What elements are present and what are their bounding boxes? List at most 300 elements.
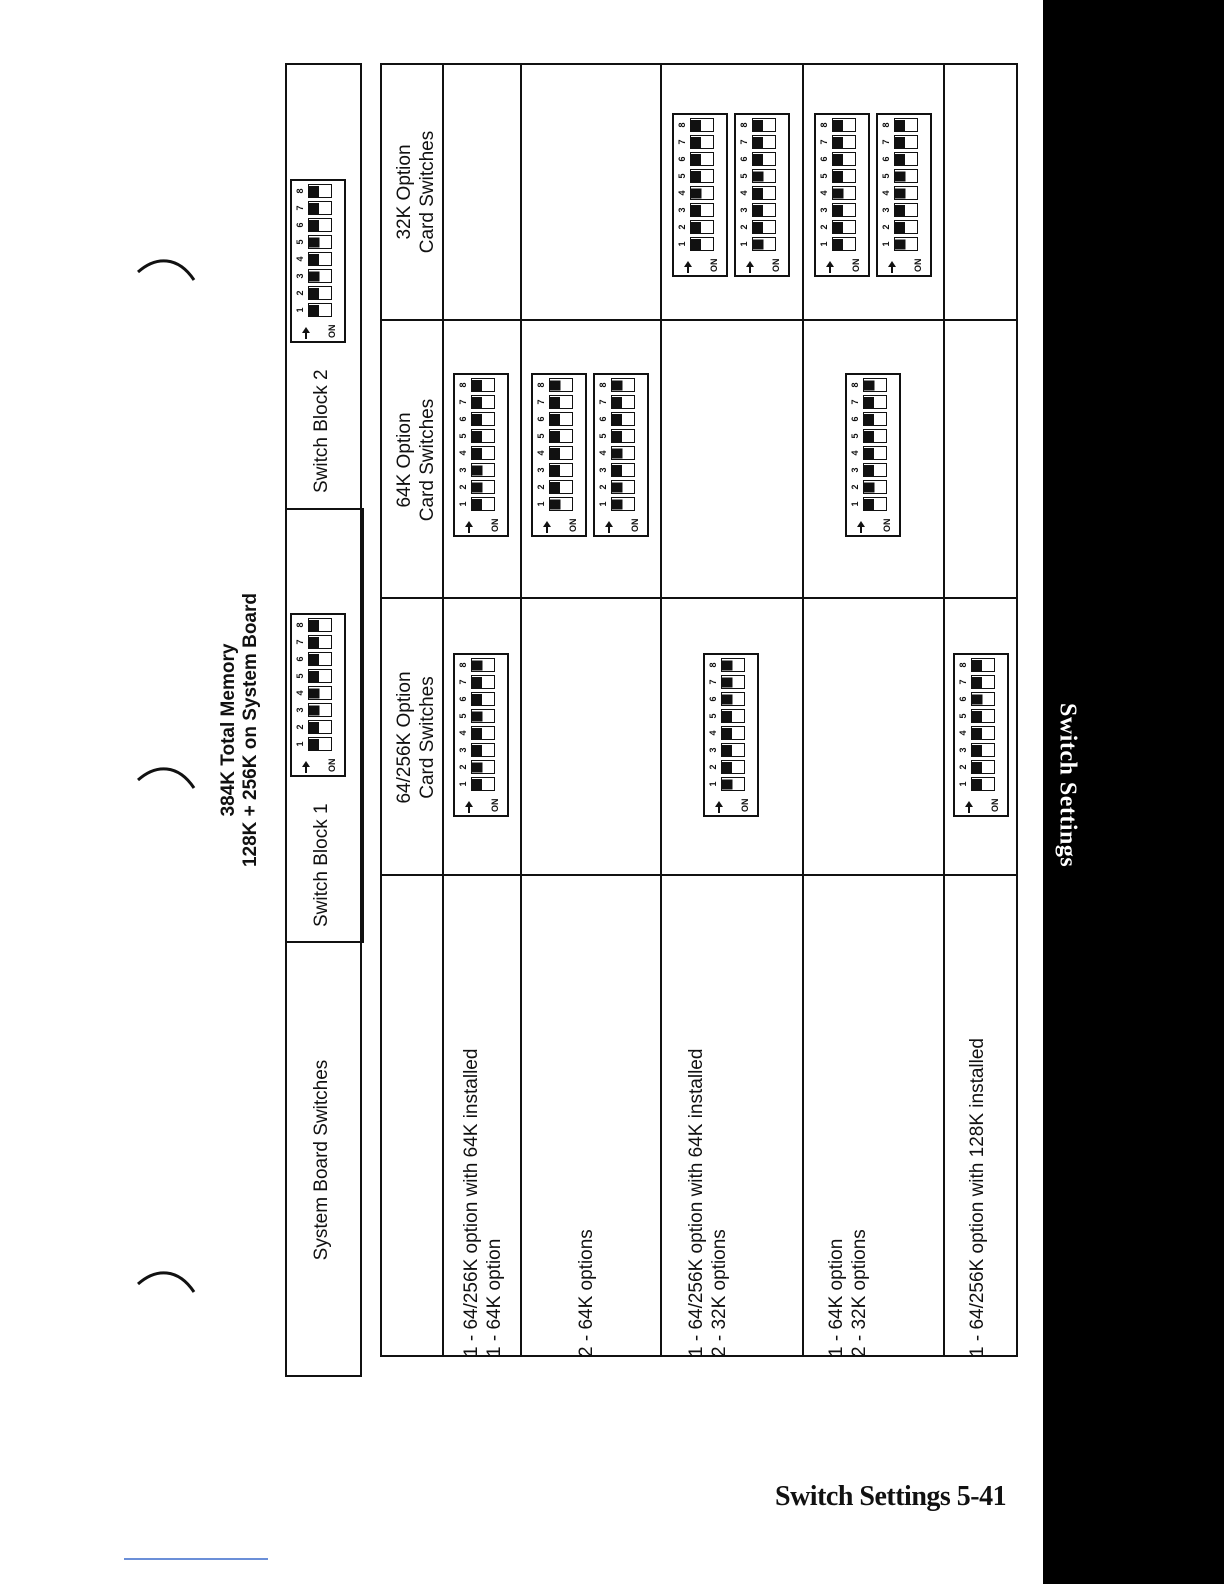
dip-switch-number: 6 bbox=[458, 696, 468, 702]
dip-switch-knob bbox=[691, 171, 701, 182]
dip-switch-4 bbox=[863, 446, 887, 460]
dip-switch-knob bbox=[309, 186, 319, 197]
dip-switch-number: 5 bbox=[295, 673, 305, 679]
dip-switch-knob bbox=[863, 483, 874, 493]
dip-switch-number: 3 bbox=[458, 467, 468, 473]
dip-arrow-icon bbox=[826, 261, 834, 273]
dip-switch-number: 1 bbox=[295, 741, 305, 747]
dip-switch-number: 6 bbox=[677, 156, 687, 162]
dip-switch-6 bbox=[690, 152, 714, 166]
dip-switch-knob bbox=[612, 465, 622, 476]
dip-switch-knob bbox=[864, 465, 874, 476]
dip-switch-number: 3 bbox=[536, 467, 546, 473]
dip-switch-knob bbox=[753, 222, 763, 233]
dip-switch-3 bbox=[832, 203, 856, 217]
dip-switch-number: 2 bbox=[536, 484, 546, 490]
dip-switch-1 bbox=[863, 497, 887, 511]
dip-switch-knob bbox=[472, 661, 483, 671]
dip-switch-number: 5 bbox=[708, 713, 718, 719]
dip-switch-knob bbox=[833, 239, 843, 250]
row-4-card-32k-dip bbox=[814, 113, 870, 277]
dip-switch-8 bbox=[894, 118, 918, 132]
dip-switch-number: 2 bbox=[458, 484, 468, 490]
dip-switch-knob bbox=[309, 238, 320, 248]
dip-switch-number: 2 bbox=[880, 224, 891, 230]
dip-switch-7 bbox=[832, 135, 856, 149]
dip-switch-knob bbox=[722, 728, 732, 739]
dip-switch-number: 7 bbox=[598, 399, 608, 405]
row-5-description: 1 - 64/256K option with 128K installed bbox=[967, 1038, 988, 1357]
dip-switch-6 bbox=[611, 412, 635, 426]
dip-switch-2 bbox=[971, 760, 995, 774]
dip-switch-number: 8 bbox=[295, 622, 305, 628]
dip-switch-7 bbox=[863, 395, 887, 409]
dip-on-label: ON bbox=[912, 258, 923, 272]
dip-switch-knob bbox=[550, 431, 560, 442]
dip-switch-number: 1 bbox=[458, 501, 468, 507]
dip-switch-knob bbox=[612, 414, 622, 425]
dip-switch-knob bbox=[833, 154, 843, 165]
dip-switch-6 bbox=[308, 652, 332, 666]
dip-switch-knob bbox=[550, 482, 560, 493]
dip-switch-number: 6 bbox=[295, 656, 305, 662]
dip-switch-knob bbox=[895, 222, 905, 233]
dip-switch-number: 2 bbox=[677, 224, 687, 230]
dip-switch-knob bbox=[691, 137, 701, 148]
dip-switch-knob bbox=[833, 137, 843, 148]
dip-switch-knob bbox=[833, 171, 843, 182]
dip-switch-knob bbox=[309, 620, 319, 631]
dip-switch-knob bbox=[691, 205, 701, 216]
dip-switch-knob bbox=[612, 431, 622, 442]
dip-switch-number: 5 bbox=[818, 173, 829, 179]
dip-switch-number: 3 bbox=[880, 207, 891, 213]
dip-switch-number: 1 bbox=[598, 501, 608, 507]
dip-switch-number: 1 bbox=[849, 501, 860, 507]
dip-switch-6 bbox=[971, 692, 995, 706]
dip-switch-number: 6 bbox=[708, 696, 718, 702]
dip-switch-knob bbox=[550, 500, 561, 510]
dip-switch-5 bbox=[549, 429, 573, 443]
row-5-card-64-256-dip bbox=[953, 653, 1009, 817]
dip-switch-knob bbox=[472, 414, 482, 425]
dip-switch-3 bbox=[471, 463, 495, 477]
dip-switch-knob bbox=[722, 678, 733, 688]
page-footer: Switch Settings 5-41 bbox=[775, 1481, 1007, 1512]
dip-switch-number: 2 bbox=[957, 764, 968, 770]
dip-switch-number: 2 bbox=[739, 224, 749, 230]
dip-switch-knob bbox=[472, 677, 482, 688]
dip-on-label: ON bbox=[327, 324, 337, 338]
dip-switch-knob bbox=[691, 222, 701, 233]
dip-switch-knob bbox=[691, 239, 701, 250]
dip-switch-2 bbox=[549, 480, 573, 494]
dip-switch-7 bbox=[308, 201, 332, 215]
dip-switch-3 bbox=[752, 203, 776, 217]
dip-switch-knob bbox=[722, 695, 733, 705]
dip-switch-3 bbox=[549, 463, 573, 477]
dip-switch-number: 1 bbox=[818, 241, 829, 247]
dip-switch-4 bbox=[971, 726, 995, 740]
dip-on-label: ON bbox=[989, 798, 1000, 812]
dip-switch-knob bbox=[472, 694, 482, 705]
dip-switch-number: 6 bbox=[818, 156, 829, 162]
dip-switch-2 bbox=[752, 220, 776, 234]
dip-switch-number: 8 bbox=[598, 382, 608, 388]
dip-switch-number: 3 bbox=[295, 707, 305, 713]
dip-arrow-icon bbox=[543, 521, 551, 533]
dip-switch-knob bbox=[753, 240, 764, 250]
dip-switch-6 bbox=[549, 412, 573, 426]
dip-switch-number: 1 bbox=[957, 781, 968, 787]
dip-switch-knob bbox=[472, 745, 482, 756]
dip-switch-knob bbox=[612, 381, 623, 391]
dip-arrow-icon bbox=[715, 801, 723, 813]
row-1-card-64-256-dip bbox=[453, 653, 509, 817]
dip-on-label: ON bbox=[490, 518, 500, 532]
dip-switch-8 bbox=[611, 378, 635, 392]
dip-switch-5 bbox=[308, 235, 332, 249]
dip-switch-number: 6 bbox=[598, 416, 608, 422]
dip-switch-number: 3 bbox=[739, 207, 749, 213]
dip-switch-2 bbox=[863, 480, 887, 494]
row-3-description: 1 - 64/256K option with 64K installed 2 - 32K options bbox=[686, 1048, 730, 1357]
dip-switch-knob bbox=[722, 745, 732, 756]
dip-switch-4 bbox=[894, 186, 918, 200]
dip-switch-number: 1 bbox=[739, 241, 749, 247]
dip-switch-knob bbox=[472, 712, 483, 722]
dip-switch-number: 8 bbox=[536, 382, 546, 388]
dip-switch-knob bbox=[864, 397, 874, 408]
dip-switch-2 bbox=[308, 720, 332, 734]
dip-switch-number: 6 bbox=[295, 222, 305, 228]
dip-switch-number: 3 bbox=[598, 467, 608, 473]
dip-switch-3 bbox=[471, 743, 495, 757]
row-1-description: 1 - 64/256K option with 64K installed 1 - 64K option bbox=[461, 1048, 505, 1357]
dip-switch-number: 2 bbox=[598, 484, 608, 490]
dip-switch-knob bbox=[550, 397, 560, 408]
dip-switch-number: 4 bbox=[957, 730, 968, 736]
dip-switch-7 bbox=[471, 675, 495, 689]
dip-switch-6 bbox=[721, 692, 745, 706]
dip-switch-number: 5 bbox=[677, 173, 687, 179]
dip-switch-7 bbox=[690, 135, 714, 149]
dip-switch-number: 3 bbox=[677, 207, 687, 213]
dip-switch-knob bbox=[895, 120, 905, 131]
dip-switch-knob bbox=[753, 137, 763, 148]
dip-switch-7 bbox=[611, 395, 635, 409]
dip-switch-2 bbox=[471, 760, 495, 774]
dip-on-label: ON bbox=[568, 518, 578, 532]
dip-switch-number: 5 bbox=[458, 433, 468, 439]
dip-switch-knob bbox=[832, 189, 843, 199]
dip-switch-knob bbox=[894, 189, 905, 199]
dip-switch-knob bbox=[833, 205, 843, 216]
dip-on-label: ON bbox=[630, 518, 640, 532]
dip-switch-knob bbox=[864, 448, 874, 459]
dip-switch-knob bbox=[550, 381, 561, 391]
dip-switch-knob bbox=[472, 431, 482, 442]
dip-switch-knob bbox=[894, 240, 905, 250]
dip-switch-8 bbox=[690, 118, 714, 132]
dip-switch-1 bbox=[752, 237, 776, 251]
dip-switch-8 bbox=[471, 658, 495, 672]
dip-switch-knob bbox=[472, 763, 483, 773]
dip-switch-knob bbox=[309, 637, 319, 648]
dip-switch-knob bbox=[863, 381, 874, 391]
dip-switch-number: 7 bbox=[295, 639, 305, 645]
dip-arrow-icon bbox=[965, 801, 973, 813]
dip-switch-6 bbox=[863, 412, 887, 426]
dip-switch-knob bbox=[309, 689, 320, 699]
dip-switch-knob bbox=[309, 220, 319, 231]
dip-switch-knob bbox=[612, 500, 623, 510]
dip-switch-knob bbox=[472, 397, 482, 408]
dip-switch-knob bbox=[894, 172, 905, 182]
dip-switch-number: 1 bbox=[880, 241, 891, 247]
dip-switch-knob bbox=[309, 254, 319, 265]
dip-switch-3 bbox=[971, 743, 995, 757]
dip-switch-6 bbox=[471, 412, 495, 426]
dip-switch-5 bbox=[721, 709, 745, 723]
dip-switch-5 bbox=[863, 429, 887, 443]
dip-arrow-icon bbox=[605, 521, 613, 533]
dip-switch-4 bbox=[611, 446, 635, 460]
dip-switch-5 bbox=[611, 429, 635, 443]
dip-switch-2 bbox=[721, 760, 745, 774]
dip-on-label: ON bbox=[740, 798, 750, 812]
dip-switch-number: 5 bbox=[957, 713, 968, 719]
dip-switch-number: 5 bbox=[458, 713, 468, 719]
dip-arrow-icon bbox=[746, 261, 754, 273]
dip-switch-knob bbox=[972, 711, 982, 722]
dip-switch-1 bbox=[832, 237, 856, 251]
dip-switch-number: 6 bbox=[849, 416, 860, 422]
dip-switch-knob bbox=[309, 272, 320, 282]
dip-switch-number: 4 bbox=[536, 450, 546, 456]
dip-switch-number: 7 bbox=[849, 399, 860, 405]
dip-switch-number: 2 bbox=[295, 290, 305, 296]
dip-switch-number: 6 bbox=[957, 696, 968, 702]
dip-switch-7 bbox=[971, 675, 995, 689]
dip-switch-4 bbox=[721, 726, 745, 740]
dip-switch-8 bbox=[721, 658, 745, 672]
rotated-page bbox=[0, 65, 1000, 1395]
dip-switch-knob bbox=[612, 397, 622, 408]
dip-switch-number: 2 bbox=[295, 724, 305, 730]
dip-switch-knob bbox=[833, 120, 843, 131]
dip-switch-knob bbox=[472, 483, 483, 493]
dip-switch-3 bbox=[894, 203, 918, 217]
dip-on-label: ON bbox=[709, 258, 719, 272]
dip-switch-number: 3 bbox=[957, 747, 968, 753]
dip-switch-knob bbox=[972, 762, 982, 773]
switch-block-1-header: Switch Block 1 bbox=[311, 803, 332, 927]
dip-switch-5 bbox=[308, 669, 332, 683]
dip-switch-number: 3 bbox=[295, 273, 305, 279]
dip-switch-number: 4 bbox=[295, 690, 305, 696]
dip-switch-7 bbox=[752, 135, 776, 149]
dip-switch-number: 5 bbox=[880, 173, 891, 179]
dip-arrow-icon bbox=[302, 327, 310, 339]
dip-switch-number: 7 bbox=[458, 679, 468, 685]
dip-switch-number: 8 bbox=[458, 382, 468, 388]
dip-switch-number: 7 bbox=[739, 139, 749, 145]
col-64k-header: 64K Option Card Switches bbox=[394, 398, 438, 522]
system-board-header: System Board Switches bbox=[311, 1059, 332, 1261]
dip-switch-3 bbox=[308, 269, 332, 283]
dip-switch-number: 7 bbox=[818, 139, 829, 145]
dip-switch-number: 5 bbox=[849, 433, 860, 439]
dip-switch-8 bbox=[308, 184, 332, 198]
row-2-card-64k-dip bbox=[531, 373, 587, 537]
dip-switch-number: 3 bbox=[849, 467, 860, 473]
dip-switch-number: 4 bbox=[739, 190, 749, 196]
dip-switch-number: 3 bbox=[818, 207, 829, 213]
dip-switch-number: 1 bbox=[458, 781, 468, 787]
dip-switch-2 bbox=[308, 286, 332, 300]
dip-arrow-icon bbox=[465, 521, 473, 533]
dip-switch-1 bbox=[471, 497, 495, 511]
dip-switch-3 bbox=[308, 703, 332, 717]
dip-switch-number: 8 bbox=[458, 662, 468, 668]
dip-switch-1 bbox=[690, 237, 714, 251]
dip-switch-6 bbox=[308, 218, 332, 232]
dip-switch-1 bbox=[894, 237, 918, 251]
dip-arrow-icon bbox=[684, 261, 692, 273]
dip-switch-number: 4 bbox=[708, 730, 718, 736]
dip-switch-number: 1 bbox=[677, 241, 687, 247]
dip-switch-number: 7 bbox=[677, 139, 687, 145]
dip-switch-knob bbox=[691, 120, 701, 131]
switch-block-2-header: Switch Block 2 bbox=[311, 369, 332, 493]
dip-switch-8 bbox=[471, 378, 495, 392]
dip-switch-knob bbox=[309, 706, 320, 716]
dip-switch-number: 6 bbox=[536, 416, 546, 422]
dip-switch-7 bbox=[721, 675, 745, 689]
dip-switch-knob bbox=[753, 188, 763, 199]
row-3-card-64-256-dip bbox=[703, 653, 759, 817]
dip-switch-1 bbox=[549, 497, 573, 511]
dip-switch-4 bbox=[752, 186, 776, 200]
dip-switch-number: 8 bbox=[818, 122, 829, 128]
dip-switch-4 bbox=[308, 686, 332, 700]
dip-switch-2 bbox=[832, 220, 856, 234]
dip-switch-number: 5 bbox=[536, 433, 546, 439]
dip-switch-number: 8 bbox=[708, 662, 718, 668]
dip-switch-knob bbox=[833, 222, 843, 233]
dip-switch-5 bbox=[471, 709, 495, 723]
dip-switch-knob bbox=[972, 779, 982, 790]
dip-switch-number: 1 bbox=[708, 781, 718, 787]
dip-switch-knob bbox=[971, 695, 982, 705]
dip-switch-number: 1 bbox=[536, 501, 546, 507]
dip-switch-number: 2 bbox=[849, 484, 860, 490]
dip-switch-2 bbox=[894, 220, 918, 234]
dip-switch-8 bbox=[863, 378, 887, 392]
dip-switch-number: 6 bbox=[880, 156, 891, 162]
dip-switch-8 bbox=[832, 118, 856, 132]
dip-switch-knob bbox=[309, 305, 319, 316]
dip-switch-knob bbox=[472, 499, 482, 510]
dip-switch-number: 4 bbox=[458, 730, 468, 736]
dip-switch-knob bbox=[472, 728, 482, 739]
dip-switch-1 bbox=[471, 777, 495, 791]
dip-on-label: ON bbox=[490, 798, 500, 812]
dip-switch-number: 4 bbox=[295, 256, 305, 262]
dip-switch-number: 8 bbox=[295, 188, 305, 194]
dip-switch-4 bbox=[549, 446, 573, 460]
dip-switch-5 bbox=[832, 169, 856, 183]
dip-arrow-icon bbox=[465, 801, 473, 813]
dip-switch-8 bbox=[971, 658, 995, 672]
dip-switch-number: 8 bbox=[957, 662, 968, 668]
dip-switch-5 bbox=[752, 169, 776, 183]
row-4-card-32k-dip bbox=[876, 113, 932, 277]
dip-switch-knob bbox=[753, 120, 763, 131]
dip-switch-5 bbox=[471, 429, 495, 443]
row-1-card-64k-dip bbox=[453, 373, 509, 537]
dip-switch-4 bbox=[471, 726, 495, 740]
dip-switch-number: 8 bbox=[739, 122, 749, 128]
row-2-description: 2 - 64K options bbox=[576, 1229, 597, 1357]
dip-switch-6 bbox=[752, 152, 776, 166]
page-subtitle: 128K + 256K on System Board bbox=[240, 592, 261, 868]
col-32k-header: 32K Option Card Switches bbox=[394, 130, 438, 254]
dip-switch-knob bbox=[612, 449, 623, 459]
dip-switch-knob bbox=[309, 288, 319, 299]
row-4-card-64k-dip bbox=[845, 373, 901, 537]
col-64-256k-header: 64/256K Option Card Switches bbox=[394, 671, 438, 804]
dip-switch-2 bbox=[611, 480, 635, 494]
dip-switch-number: 7 bbox=[708, 679, 718, 685]
dip-switch-knob bbox=[472, 466, 483, 476]
dip-switch-knob bbox=[550, 465, 560, 476]
row-4-description: 1 - 64K option 2 - 32K options bbox=[826, 1229, 870, 1357]
dip-switch-1 bbox=[308, 303, 332, 317]
dip-switch-5 bbox=[894, 169, 918, 183]
dip-switch-number: 7 bbox=[536, 399, 546, 405]
dip-switch-knob bbox=[691, 189, 702, 199]
dip-switch-knob bbox=[972, 745, 982, 756]
dip-switch-2 bbox=[471, 480, 495, 494]
dip-on-label: ON bbox=[881, 518, 892, 532]
dip-switch-6 bbox=[832, 152, 856, 166]
dip-switch-number: 4 bbox=[677, 190, 687, 196]
dip-switch-knob bbox=[691, 154, 701, 165]
row-2-card-64k-dip bbox=[593, 373, 649, 537]
dip-switch-knob bbox=[895, 154, 905, 165]
dip-switch-6 bbox=[471, 692, 495, 706]
dip-switch-knob bbox=[550, 448, 560, 459]
dip-switch-knob bbox=[722, 711, 732, 722]
dip-switch-knob bbox=[309, 671, 319, 682]
dip-switch-knob bbox=[864, 499, 874, 510]
switch-block-1-dip bbox=[290, 613, 346, 777]
dip-switch-knob bbox=[472, 380, 482, 391]
dip-switch-knob bbox=[753, 154, 763, 165]
dip-switch-number: 4 bbox=[880, 190, 891, 196]
dip-switch-knob bbox=[864, 431, 874, 442]
dip-switch-8 bbox=[549, 378, 573, 392]
dip-switch-number: 8 bbox=[677, 122, 687, 128]
dip-arrow-icon bbox=[302, 761, 310, 773]
dip-switch-7 bbox=[308, 635, 332, 649]
dip-switch-3 bbox=[690, 203, 714, 217]
dip-switch-knob bbox=[309, 739, 319, 750]
dip-switch-number: 2 bbox=[458, 764, 468, 770]
dip-switch-4 bbox=[690, 186, 714, 200]
